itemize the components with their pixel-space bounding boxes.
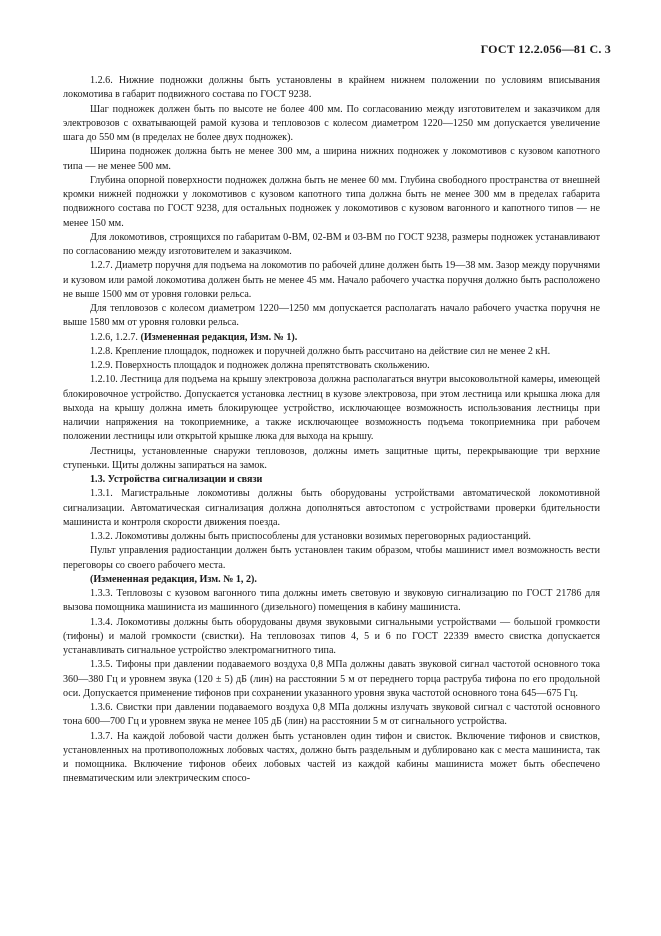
paragraph-1-3-3: 1.3.3. Тепловозы с кузовом вагонного типа должны иметь световую и звуковую сигнализацию по ГОСТ 21786 для вызова помощника машиниста из машинного (дизельного) помещения в кабину машиниста. — [63, 588, 600, 614]
paragraph-1-2-7: 1.2.7. Диаметр поручня для подъема на локомотив по рабочей длине должен быть 19—38 мм. Зазор между поручнями и кузовом или рамой локомотива должен быть не менее 45 мм. Начало рабочего участка поручня должно быть расположено не выше 1500 мм от уровня головки рельса. — [63, 260, 600, 300]
paragraph-1-3-2: 1.3.2. Локомотивы должны быть приспособлены для установки возимых переговорных радиостанций. — [90, 531, 531, 542]
paragraph-1-2-8: 1.2.8. Крепление площадок, подножек и поручней должно быть рассчитано на действие сил не менее 2 кН. — [90, 345, 551, 357]
amendment-note: (Измененная редакция, Изм. № 1). — [140, 331, 298, 343]
amendment-ref: 1.2.6, 1.2.7. — [90, 331, 141, 343]
section-heading-1-3: 1.3. Устройства сигнализации и связи — [90, 474, 263, 485]
paragraph-1-2-9: 1.2.9. Поверхность площадок и подножек должна препятствовать скольжению. — [90, 360, 430, 371]
paragraph-step-height: Шаг подножек должен быть по высоте не более 400 мм. По согласованию между изготовителем и заказчиком для электровозов с охватывающей рамой кузова и тепловозов с колесом диаметром 1220—1250 мм допускается увеличение шага до 550 мм (в пределах не более двух подножек). — [63, 103, 600, 143]
paragraph-1-3-1: 1.3.1. Магистральные локомотивы должны быть оборудованы устройствами автоматической локомотивной сигнализации. Автоматическая сигнализация должна дополняться автостопом с устройствами проверки бдительности машиниста и контроля скорости движения поезда. — [63, 488, 600, 528]
paragraph-step-depth: Глубина опорной поверхности подножек должна быть не менее 60 мм. Глубина свободного пространства от внешней кромки нижней подножки у локомотивов с кузовом капотного типа должна быть не менее 300 мм в пределах габарита подвижного состава по ГОСТ 9238, для остальных подножек у локомотивов с кузовом вагонного и капотного типов — не менее 150 мм. — [63, 174, 600, 229]
paragraph-1-2-10: 1.2.10. Лестница для подъема на крышу электровоза должна располагаться внутри высоковольтной камеры, имеющей блокировочное устройство. Допускается установка лестниц в кузове электровоза, при этом лестница или крышка люка для выхода на крышу должна иметь блокирующее устройство, исключающее возможность использования лестницы при наличии напряжения на токоприемнике, а также исключающее возможность подъема токоприемника при рабочем положении лестницы или открытой крышке люка для выхода на крышу. — [63, 374, 600, 443]
paragraph-step-width: Ширина подножек должна быть не менее 300 мм, а ширина нижних подножек у локомотивов с кузовом капотного типа — не менее 500 мм. — [63, 146, 600, 172]
paragraph-1-3-7: 1.3.7. На каждой лобовой части должен быть установлен один тифон и свисток. Включение тифонов и свистков, установленных на противоположных лобовых частях, должно быть раздельным и дублировано как с места машиниста, так и помощника. Включение тифонов обеих лобовых частей из каждой кабины машиниста может быть обеспечено пневматическим или электрическим спосо- — [63, 730, 600, 785]
paragraph-gauge-locomotives: Для локомотивов, строящихся по габаритам 0-ВМ, 02-ВМ и 03-ВМ по ГОСТ 9238, размеры подножек устанавливают по согласованию между изготовителем и заказчиком. — [63, 231, 600, 257]
page-header: ГОСТ 12.2.056—81 С. 3 — [480, 42, 611, 56]
paragraph-1-2-6: 1.2.6. Нижние подножки должны быть установлены в крайнем нижнем положении по условиям вписывания локомотива в габарит подвижного состава по ГОСТ 9238. — [63, 75, 600, 101]
paragraph-handrail-diesel: Для тепловозов с колесом диаметром 1220—1250 мм допускается располагать начало рабочего участка поручня не выше 1580 мм от уровня головки рельса. — [63, 303, 600, 329]
paragraph-1-3-4: 1.3.4. Локомотивы должны быть оборудованы двумя звуковыми сигнальными устройствами — большой громкости (тифоны) и малой громкости (свистки). На тепловозах типов 4, 5 и 6 по ГОСТ 22339 вместо свистка допускается устанавливать сигнальное устройство электромагнитного типа. — [63, 616, 600, 656]
document-body — [63, 74, 600, 787]
paragraph-ladders: Лестницы, установленные снаружи тепловозов, должны иметь защитные щиты, перекрывающие три верхние ступеньки. Щиты должны запираться на замок. — [63, 445, 600, 471]
paragraph-amendment-1 — [63, 331, 600, 345]
amendment-note-2: (Измененная редакция, Изм. № 1, 2). — [90, 573, 257, 585]
paragraph-1-3-5: 1.3.5. Тифоны при давлении подаваемого воздуха 0,8 МПа должны давать звуковой сигнал частотой основного тока 360—380 Гц и уровнем звука (120 ± 5) дБ (лин) на расстоянии 5 м от переднего торца раструба тифона по его продольной оси. Допускается применение тифонов при сохранении указанного уровня звука частотой основного тона 645—675 Гц. — [63, 659, 600, 699]
paragraph-1-3-6: 1.3.6. Свистки при давлении подаваемого воздуха 0,8 МПа должны излучать звуковой сигнал с частотой основного тона 600—700 Гц и уровнем звука не менее 105 дБ (лин) на расстоянии 5 м от сигнального устройства. — [63, 702, 600, 728]
paragraph-radio-panel: Пульт управления радиостанции должен быть установлен таким образом, чтобы машинист имел возможность вести переговоры со своего рабочего места. — [63, 545, 600, 571]
